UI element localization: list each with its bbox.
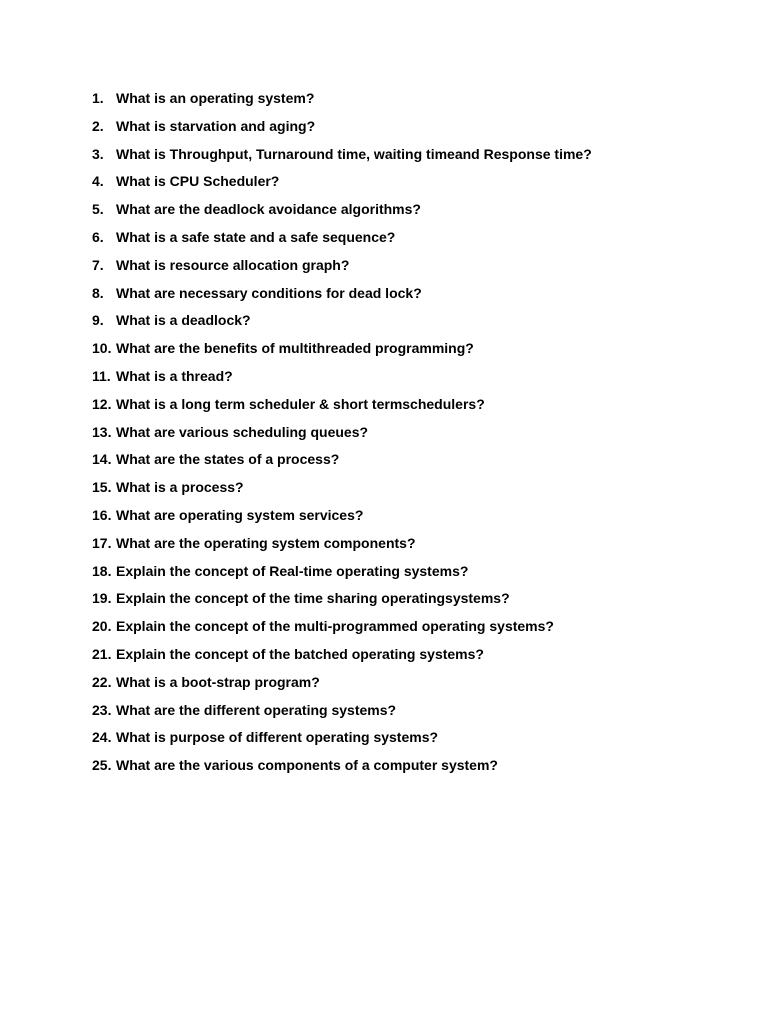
question-number: 17. — [92, 534, 112, 551]
question-item-18 — [92, 559, 732, 587]
question-text: Explain the concept of the batched operating systems? — [116, 645, 484, 662]
question-number: 24. — [92, 729, 112, 746]
question-number: 6. — [92, 228, 104, 245]
question-text: What is purpose of different operating systems? — [116, 729, 439, 746]
question-text: What is Throughput, Turnaround time, waiting timeand Response time? — [116, 145, 592, 162]
question-item-4 — [92, 169, 732, 197]
question-text: What is CPU Scheduler? — [116, 173, 280, 190]
question-item-15 — [92, 475, 732, 503]
question-item-1 — [92, 86, 732, 114]
question-number: 16. — [92, 506, 112, 523]
question-number: 10. — [92, 340, 112, 357]
question-number: 14. — [92, 451, 112, 468]
question-item-14 — [92, 447, 732, 475]
question-number: 8. — [92, 284, 104, 301]
question-number: 18. — [92, 562, 112, 579]
question-text: Explain the concept of the multi-programmed operating systems? — [116, 618, 554, 635]
question-item-5 — [92, 197, 732, 225]
question-number: 21. — [92, 645, 112, 662]
question-item-9 — [92, 308, 732, 336]
question-number: 3. — [92, 145, 104, 162]
question-item-7 — [92, 253, 732, 281]
question-number: 19. — [92, 590, 112, 607]
question-text: What is a thread? — [116, 367, 233, 384]
question-text: What is a safe state and a safe sequence? — [116, 228, 396, 245]
question-number: 11. — [92, 367, 111, 384]
question-number: 20. — [92, 618, 112, 635]
question-item-23 — [92, 698, 732, 726]
question-number: 22. — [92, 673, 112, 690]
question-text: What is a process? — [116, 479, 244, 496]
question-number: 12. — [92, 395, 112, 412]
question-number: 2. — [92, 117, 104, 134]
question-item-6 — [92, 225, 732, 253]
question-item-12 — [92, 392, 732, 420]
question-text: What are the various components of a computer system? — [116, 757, 498, 774]
question-item-2 — [92, 114, 732, 142]
question-number: 7. — [92, 256, 104, 273]
question-item-17 — [92, 531, 732, 559]
question-item-21 — [92, 642, 732, 670]
question-item-25 — [92, 753, 732, 781]
question-item-11 — [92, 364, 732, 392]
question-item-8 — [92, 281, 732, 309]
question-text: What is starvation and aging? — [116, 117, 316, 134]
question-item-13 — [92, 420, 732, 448]
question-number: 23. — [92, 701, 112, 718]
question-text: What is a deadlock? — [116, 312, 251, 329]
question-text: What are the benefits of multithreaded programming? — [116, 340, 474, 357]
question-item-24 — [92, 725, 732, 753]
question-number: 5. — [92, 201, 104, 218]
question-text: What are the states of a process? — [116, 451, 340, 468]
question-item-20 — [92, 614, 732, 642]
question-item-10 — [92, 336, 732, 364]
question-text: What are the operating system components? — [116, 534, 416, 551]
question-text: Explain the concept of the time sharing operatingsystems? — [116, 590, 510, 607]
question-text: What are the different operating systems? — [116, 701, 397, 718]
question-item-3 — [92, 142, 732, 170]
question-text: Explain the concept of Real-time operating systems? — [116, 562, 469, 579]
question-number: 4. — [92, 173, 104, 190]
question-item-22 — [92, 670, 732, 698]
question-text: What is a boot-strap program? — [116, 673, 320, 690]
question-text: What is resource allocation graph? — [116, 256, 350, 273]
question-item-16 — [92, 503, 732, 531]
question-text: What are various scheduling queues? — [116, 423, 369, 440]
question-list — [92, 86, 732, 781]
question-text: What are necessary conditions for dead lock? — [116, 284, 422, 301]
question-number: 1. — [92, 90, 104, 106]
question-number: 25. — [92, 757, 112, 774]
question-text: What is a long term scheduler & short termschedulers? — [116, 395, 485, 412]
question-number: 9. — [92, 312, 104, 329]
question-item-19 — [92, 586, 732, 614]
question-text: What are the deadlock avoidance algorithms? — [116, 201, 421, 218]
question-text: What is an operating system? — [116, 90, 315, 106]
question-text: What are operating system services? — [116, 506, 364, 523]
question-number: 13. — [92, 423, 112, 440]
question-number: 15. — [92, 479, 112, 496]
